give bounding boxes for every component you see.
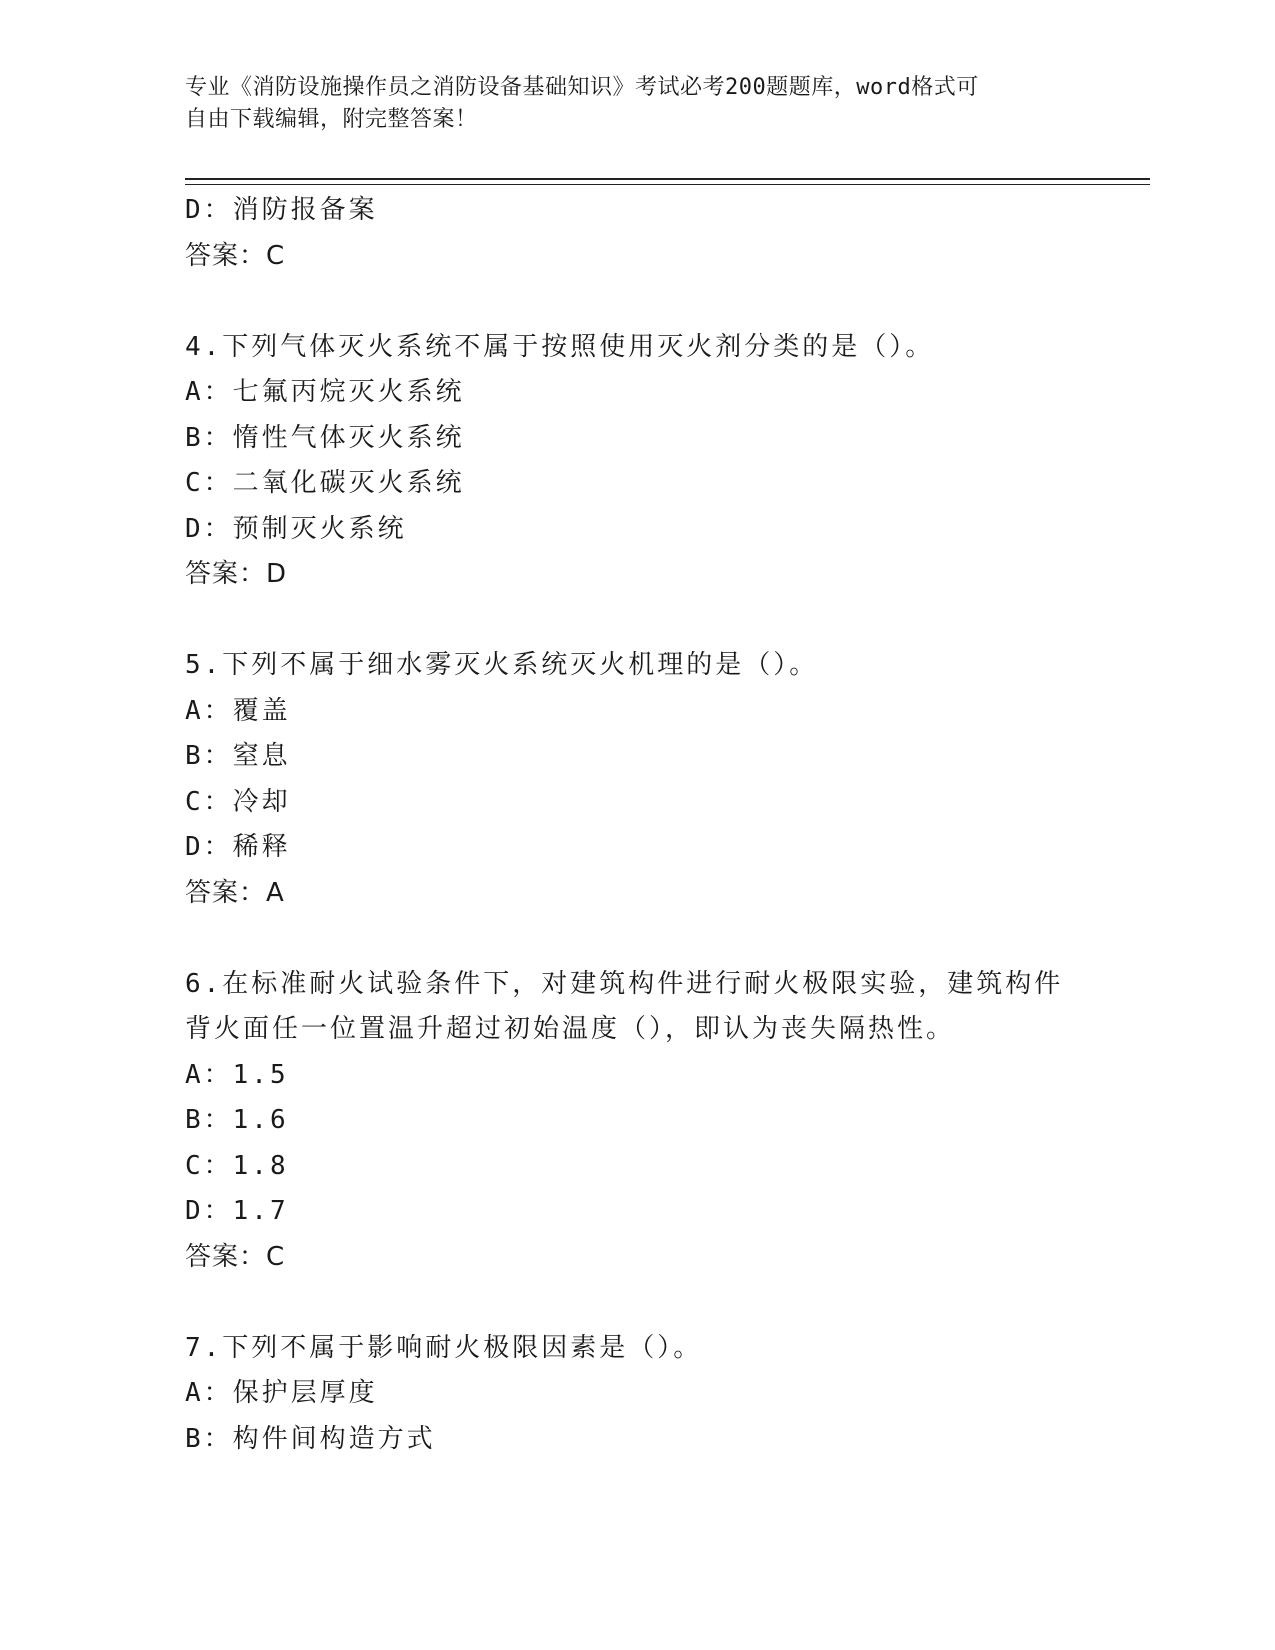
- option-a: A：覆盖: [185, 695, 291, 726]
- answer: 答案：A: [185, 877, 285, 908]
- question-7: [185, 1326, 1085, 1463]
- question-stem: 7.下列不属于影响耐火极限因素是（）。: [185, 1332, 703, 1363]
- option-d: D：预制灭火系统: [185, 513, 407, 544]
- header-line-1: 专业《消防设施操作员之消防设备基础知识》考试必考200题题库，word格式可: [185, 75, 979, 100]
- question-stem-line-2: 背火面任一位置温升超过初始温度（），即认为丧失隔热性。: [185, 1014, 956, 1044]
- question-list: [185, 188, 1085, 1462]
- header-line-2: 自由下载编辑，附完整答案！: [185, 107, 478, 132]
- spacer: [185, 598, 1085, 644]
- option-c: C：冷却: [185, 786, 291, 817]
- option-c: C：二氧化碳灭火系统: [185, 468, 465, 498]
- question-5: [185, 643, 1085, 916]
- spacer: [185, 1280, 1085, 1326]
- question-stem: 4.下列气体灭火系统不属于按照使用灭火剂分类的是（）。: [185, 331, 935, 362]
- document-header: [185, 72, 1085, 136]
- option-b: B：惰性气体灭火系统: [185, 422, 465, 453]
- option-b: B：构件间构造方式: [185, 1423, 436, 1454]
- option-c: C：1.8: [185, 1150, 289, 1181]
- question-stem-line-1: 6.在标准耐火试验条件下，对建筑构件进行耐火极限实验，建筑构件: [185, 968, 1064, 999]
- option-b: B：1.6: [185, 1105, 289, 1135]
- option-a: A：七氟丙烷灭火系统: [185, 377, 465, 407]
- option-a: A：1.5: [185, 1059, 289, 1090]
- question-3-option-d: D：消防报备案: [185, 195, 378, 225]
- question-3-answer: 答案：C: [185, 240, 286, 271]
- option-d: D：稀释: [185, 832, 291, 862]
- answer: 答案：C: [185, 1241, 286, 1272]
- question-6: [185, 962, 1085, 1281]
- spacer: [185, 279, 1085, 325]
- option-d: D：1.7: [185, 1196, 289, 1226]
- spacer: [185, 916, 1085, 962]
- question-4: [185, 325, 1085, 598]
- header-divider-thin: [185, 184, 1150, 185]
- header-divider-thick: [185, 178, 1150, 180]
- option-a: A：保护层厚度: [185, 1378, 378, 1408]
- answer: 答案：D: [185, 559, 288, 589]
- question-stem: 5.下列不属于细水雾灭火系统灭火机理的是（）。: [185, 650, 819, 680]
- option-b: B：窒息: [185, 741, 291, 771]
